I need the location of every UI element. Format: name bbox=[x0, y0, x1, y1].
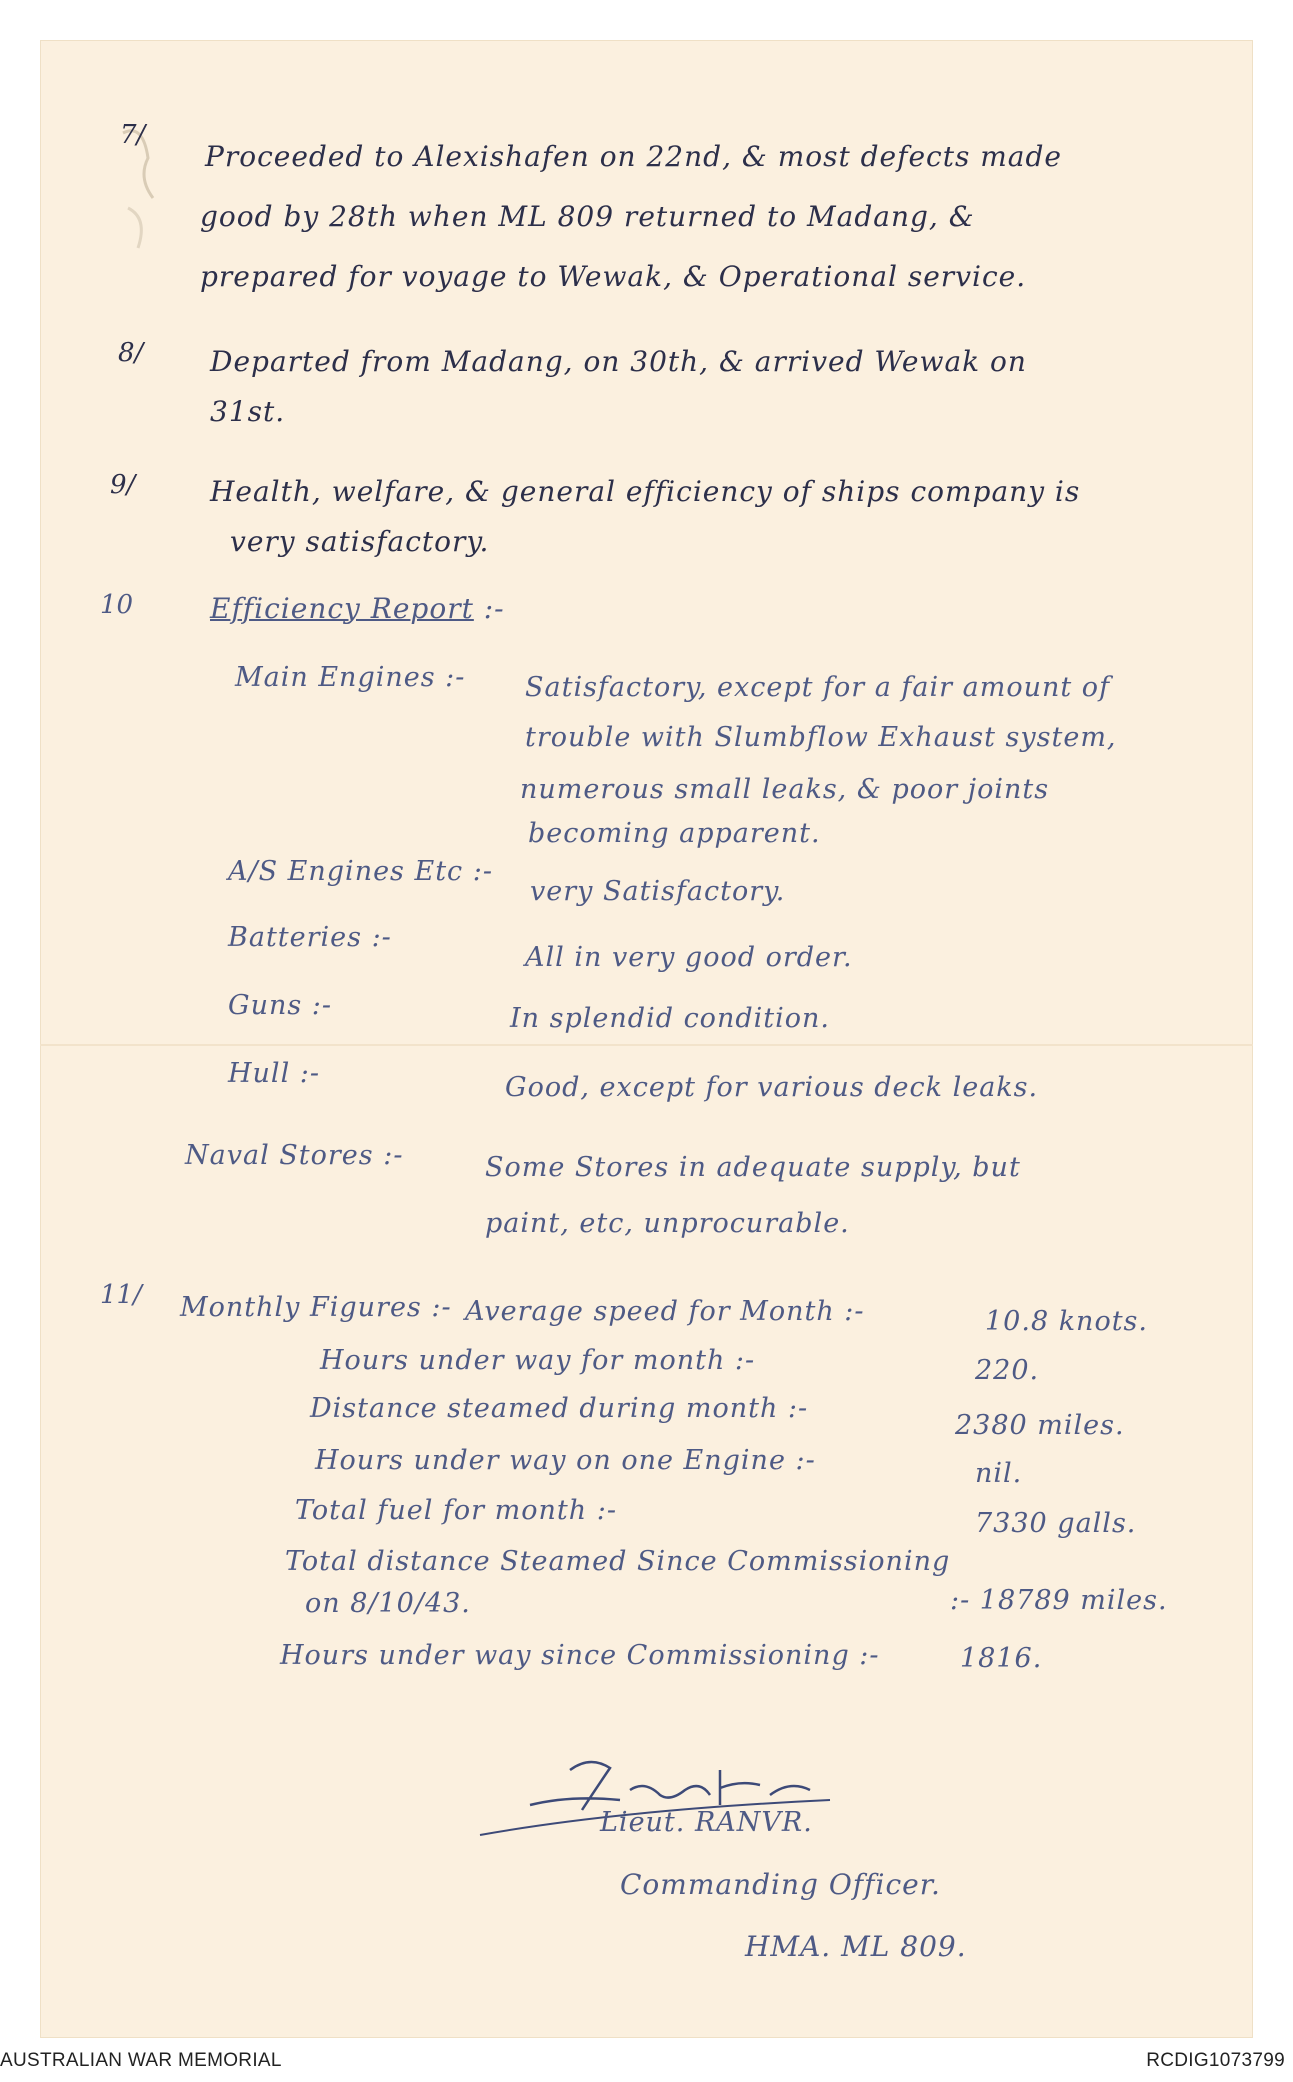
item-label-as-engines: A/S Engines Etc :- bbox=[228, 856, 493, 887]
figure-label-total-fuel: Total fuel for month :- bbox=[295, 1495, 617, 1526]
para-9-line-2: very satisfactory. bbox=[230, 525, 490, 558]
item-text-naval-stores-2: paint, etc, unprocurable. bbox=[485, 1208, 850, 1239]
para-7-line-2: good by 28th when ML 809 returned to Madang, & bbox=[200, 200, 975, 233]
figure-value-total-fuel: 7330 galls. bbox=[975, 1508, 1137, 1539]
signoff-ship: HMA. ML 809. bbox=[745, 1930, 967, 1963]
paper-fold bbox=[40, 1044, 1253, 1046]
footer-id: RCDIG1073799 bbox=[1146, 2050, 1285, 2071]
figure-value-distance-steamed: 2380 miles. bbox=[955, 1410, 1125, 1441]
figure-value-one-engine: nil. bbox=[975, 1458, 1023, 1489]
item-label-batteries: Batteries :- bbox=[228, 922, 392, 953]
efficiency-report-suffix: :- bbox=[483, 592, 505, 625]
para-8-number: 8/ bbox=[118, 338, 144, 368]
para-9-line-1: Health, welfare, & general efficiency of ships company is bbox=[210, 475, 1081, 508]
item-text-main-engines-4: becoming apparent. bbox=[528, 818, 821, 849]
para-11-number: 11/ bbox=[100, 1280, 142, 1310]
figure-label-hours-since-commissioning: Hours under way since Commissioning :- bbox=[280, 1640, 880, 1671]
efficiency-report-heading bbox=[210, 592, 505, 625]
para-7-line-3: prepared for voyage to Wewak, & Operational service. bbox=[200, 260, 1027, 293]
figure-value-hours-since-commissioning: 1816. bbox=[960, 1643, 1043, 1674]
para-8-line-2: 31st. bbox=[210, 395, 286, 428]
item-text-naval-stores-1: Some Stores in adequate supply, but bbox=[485, 1152, 1021, 1183]
para-9-number: 9/ bbox=[110, 470, 136, 500]
figure-label-average-speed: Average speed for Month :- bbox=[465, 1296, 865, 1327]
item-text-hull: Good, except for various deck leaks. bbox=[505, 1072, 1039, 1103]
item-label-naval-stores: Naval Stores :- bbox=[185, 1140, 404, 1171]
item-text-main-engines-3: numerous small leaks, & poor joints bbox=[520, 774, 1050, 805]
item-text-main-engines-1: Satisfactory, except for a fair amount of bbox=[525, 672, 1111, 703]
item-label-main-engines: Main Engines :- bbox=[235, 662, 466, 693]
figure-value-total-distance: :- 18789 miles. bbox=[950, 1585, 1168, 1616]
efficiency-report-title: Efficiency Report bbox=[210, 592, 474, 625]
monthly-figures-heading: Monthly Figures :- bbox=[180, 1292, 452, 1323]
signoff-rank: Lieut. RANVR. bbox=[600, 1807, 813, 1838]
para-8-line-1: Departed from Madang, on 30th, & arrived Wewak on bbox=[210, 345, 1027, 378]
para-7-line-1: Proceeded to Alexishafen on 22nd, & most defects made bbox=[205, 140, 1062, 173]
footer-source: AUSTRALIAN WAR MEMORIAL bbox=[0, 2050, 282, 2071]
item-label-hull: Hull :- bbox=[228, 1058, 321, 1089]
item-text-main-engines-2: trouble with Slumbflow Exhaust system, bbox=[525, 722, 1117, 753]
item-text-guns: In splendid condition. bbox=[510, 1003, 830, 1034]
document-page bbox=[40, 40, 1253, 2038]
figure-label-total-distance: Total distance Steamed Since Commissioning bbox=[285, 1546, 951, 1577]
figure-label-commission-date: on 8/10/43. bbox=[305, 1588, 471, 1619]
item-label-guns: Guns :- bbox=[228, 990, 333, 1021]
para-10-number: 10 bbox=[100, 590, 134, 620]
figure-label-one-engine: Hours under way on one Engine :- bbox=[315, 1445, 816, 1476]
signoff-title: Commanding Officer. bbox=[620, 1868, 941, 1901]
figure-label-hours-under-way: Hours under way for month :- bbox=[320, 1345, 756, 1376]
item-text-as-engines: very Satisfactory. bbox=[530, 876, 786, 907]
figure-value-hours-under-way: 220. bbox=[975, 1355, 1040, 1386]
figure-label-distance-steamed: Distance steamed during month :- bbox=[310, 1393, 809, 1424]
item-text-batteries: All in very good order. bbox=[525, 942, 853, 973]
figure-value-average-speed: 10.8 knots. bbox=[985, 1306, 1148, 1337]
para-7-number: 7/ bbox=[120, 120, 146, 150]
